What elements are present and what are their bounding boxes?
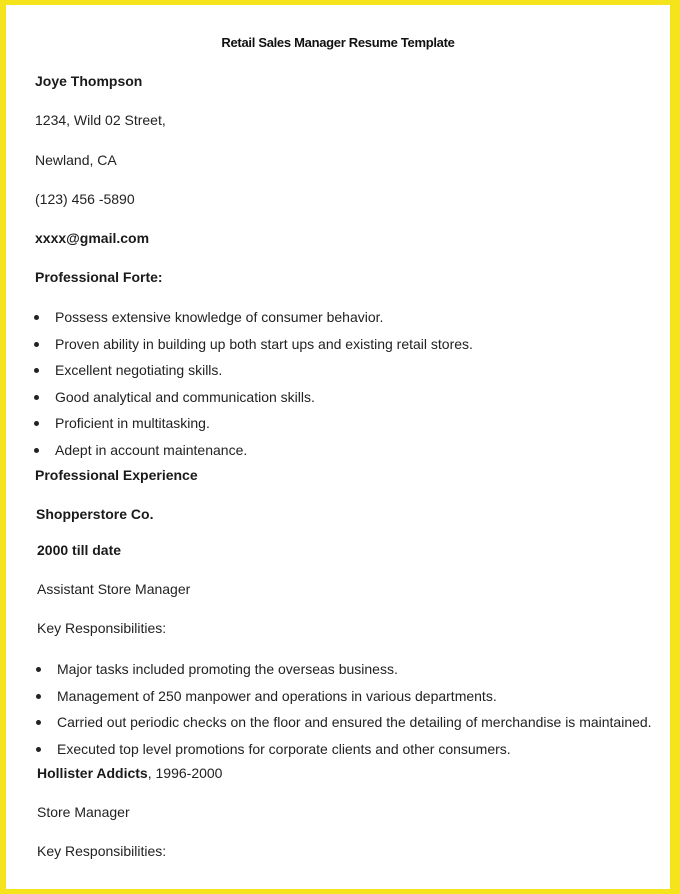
list-item: Executed top level promotions for corporate clients and other consumers.	[57, 740, 652, 767]
job2-heading	[37, 765, 222, 781]
job2-period: , 1996-2000	[147, 765, 223, 781]
list-item: Excellent negotiating skills.	[55, 361, 473, 388]
list-item: Good analytical and communication skills.	[55, 388, 473, 415]
list-item: Carried out periodic checks on the floor and ensured the detailing of merchandise is maintained.	[57, 713, 652, 740]
forte-heading: Professional Forte:	[35, 269, 163, 285]
list-item: Management of 250 manpower and operations in various departments.	[57, 687, 652, 714]
job1-responsibilities-heading: Key Responsibilities:	[37, 620, 167, 636]
address-line-1: 1234, Wild 02 Street,	[35, 112, 166, 128]
list-item: Proven ability in building up both start ups and existing retail stores.	[55, 335, 473, 362]
job2-company: Hollister Addicts	[37, 765, 148, 781]
experience-heading: Professional Experience	[35, 467, 198, 483]
forte-list	[55, 308, 473, 467]
document-title: Retail Sales Manager Resume Template	[221, 35, 455, 50]
job2-role: Store Manager	[37, 804, 130, 820]
job2-responsibilities-heading: Key Responsibilities:	[37, 843, 167, 859]
job1-company: Shopperstore Co.	[36, 506, 154, 522]
list-item: Possess extensive knowledge of consumer behavior.	[55, 308, 473, 335]
address-line-2: Newland, CA	[35, 152, 117, 168]
resume-page	[6, 5, 670, 889]
list-item: Adept in account maintenance.	[55, 441, 473, 468]
phone-number: (123) 456 -5890	[35, 191, 135, 207]
list-item: Proficient in multitasking.	[55, 414, 473, 441]
job1-role: Assistant Store Manager	[37, 581, 191, 597]
list-item: Major tasks included promoting the overseas business.	[57, 660, 652, 687]
candidate-name: Joye Thompson	[35, 73, 143, 89]
job1-period: 2000 till date	[37, 542, 122, 558]
job1-responsibilities-list	[57, 660, 652, 766]
email-address: xxxx@gmail.com	[35, 230, 150, 246]
